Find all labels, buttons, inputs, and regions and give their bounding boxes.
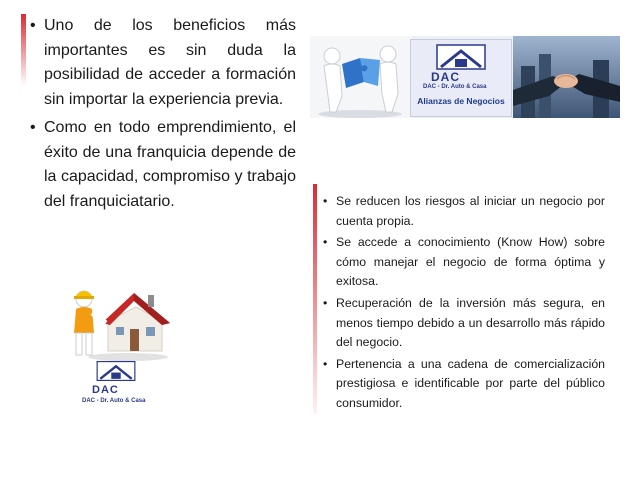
right-bullet-list xyxy=(322,192,605,414)
alliance-banner xyxy=(310,36,620,118)
worker-logo-mark: DAC xyxy=(92,384,119,396)
worker-logo xyxy=(70,358,166,416)
left-accent-bar xyxy=(21,14,26,86)
banner-caption: Alianzas de Negocios xyxy=(417,96,505,106)
right-bullet-3: • Recuperación de la inversión más segura, en menos tiempo debido a un desarrollo más rápido del negocio. xyxy=(322,294,605,353)
right-bullet-1: • Se reducen los riesgos al iniciar un negocio por cuenta propia. xyxy=(322,192,605,231)
left-bullet-2: • Como en todo emprendimiento, el éxito de una franquicia depende de la capacidad, compromiso y trabajo del franquiciatario. xyxy=(30,116,296,214)
right-bullet-4: • Pertenencia a una cadena de comercialización prestigiosa e identificable por parte del público consumidor. xyxy=(322,355,605,414)
left-bullet-1: • Uno de los beneficios más importantes es sin duda la posibilidad de acceder a formación sin importar la experiencia previa. xyxy=(30,14,296,112)
right-text-block xyxy=(322,192,605,414)
handshake-photo xyxy=(513,36,620,118)
right-bullet-2: • Se accede a conocimiento (Know How) sobre cómo manejar el negocio de forma óptima y exitosa. xyxy=(322,233,605,292)
banner-brand-text: DAC - Dr. Auto & Casa xyxy=(423,84,487,90)
left-text-block xyxy=(30,14,296,214)
left-bullet-list xyxy=(30,14,296,214)
worker-brand-text: DAC - Dr. Auto & Casa xyxy=(82,398,146,404)
banner-logo xyxy=(410,39,512,117)
right-accent-bar xyxy=(313,184,317,414)
house-logo-icon xyxy=(435,43,487,71)
banner-logo-mark: DAC xyxy=(431,70,460,84)
worker-house-illustration xyxy=(70,283,172,418)
house-logo-icon-small xyxy=(94,360,138,382)
house-worker-icon xyxy=(70,283,172,363)
puzzle-figures-illustration xyxy=(310,36,412,118)
